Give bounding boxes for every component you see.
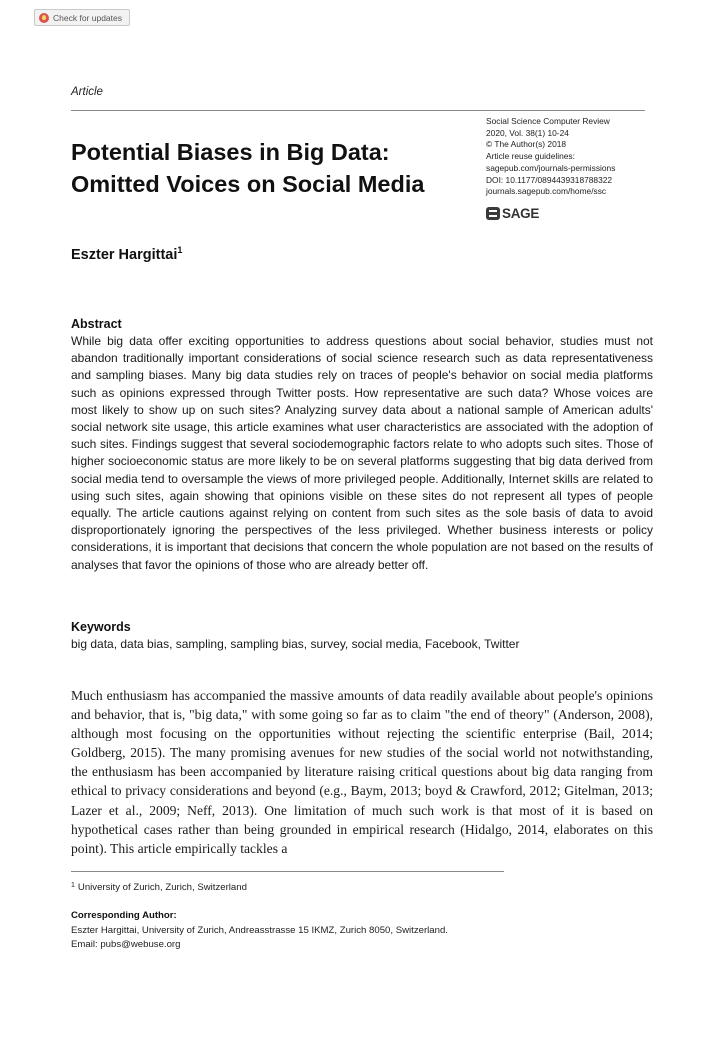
check-for-updates-label: Check for updates (53, 12, 122, 23)
footnote-divider (71, 871, 504, 872)
crossmark-icon (39, 13, 49, 23)
sage-logo-icon (486, 207, 500, 220)
abstract-heading: Abstract (71, 317, 122, 331)
footnote-text: University of Zurich, Zurich, Switzerland (77, 882, 247, 893)
keywords-text: big data, data bias, sampling, sampling bias, survey, social media, Facebook, Twitter (71, 637, 520, 651)
journal-volume: 2020, Vol. 38(1) 10-24 (486, 127, 569, 138)
paper-title (71, 136, 471, 200)
author-name: Eszter Hargittai (71, 247, 178, 263)
sage-logo-text: SAGE (502, 206, 540, 221)
title-line-1: Potential Biases in Big Data: (71, 139, 390, 165)
sage-logo (486, 206, 539, 221)
reuse-link[interactable]: sagepub.com/journals-permissions (486, 162, 616, 173)
affiliation-footnote (71, 882, 247, 893)
copyright: © The Author(s) 2018 (486, 139, 567, 150)
author-line (71, 247, 182, 263)
footnote-mark: 1 (71, 882, 75, 889)
title-line-2: Omitted Voices on Social Media (71, 171, 425, 197)
body-paragraph: Much enthusiasm has accompanied the massive amounts of data readily available about people's opinions and behavior, that is, "big data," with some going so far as to claim "the end of theory" (Anderson, 2008), although most focusing on the opportunities without rejecting the scientific enterprise (Bail, 2014; Goldberg, 2015). The many promising avenues for new studies of the social world not notwithstanding, the enthusiasm has been accompanied by literature raising critical questions about big data ranging from ethical to privacy considerations and beyond (e.g., Baym, 2013; boyd & Crawford, 2012; Gitelman, 2013; Lazer et al., 2009; Neff, 2013). One limitation of much such work is that most of it is based on hypothetical cases rather than being grounded in empirical research (Hidalgo, 2014, elaborates on this point). This article empirically tackles a (71, 688, 653, 856)
keywords-heading: Keywords (71, 620, 131, 634)
doi-link[interactable]: DOI: 10.1177/0894439318788322 (486, 174, 613, 185)
header-divider (71, 110, 645, 111)
reuse-label: Article reuse guidelines: (486, 151, 575, 162)
check-for-updates-badge[interactable] (34, 9, 130, 26)
affiliation-mark: 1 (177, 245, 183, 255)
abstract-text: While big data offer exciting opportunities to address questions about social behavior, studies must not abandon traditionally important considerations of social science research such as data representativeness and sampling biases. Many big data studies rely on traces of people's behavior on social media platforms such as opinions expressed through Twitter posts. How representative are such data? Whose voices are most likely to show up on such sites? Analyzing survey data about a national sample of American adults' social network site usage, this article examines what user characteristics are associated with the adoption of such sites. Findings suggest that several sociodemographic factors relate to who adopts such sites. Those of higher socioeconomic status are more likely to be on several platforms suggesting that big data derived from social media tend to oversample the views of more privileged people. Additionally, Internet skills are related to using such sites, again showing that opinions visible on these sites do not represent all types of people equally. The article cautions against relying on content from such sites as the sole basis of data to avoid disproportionately ignoring the perspectives of the less privileged. Whether business interests or policy considerations, it is important that decisions that concern the whole population are not based on the results of analyses that favor the opinions of those who are already better off. (71, 334, 653, 572)
journal-info (486, 116, 656, 198)
article-type-label: Article (71, 86, 103, 98)
journal-home-link[interactable]: journals.sagepub.com/home/ssc (486, 186, 607, 197)
corresponding-author-email[interactable]: Email: pubs@webuse.org (71, 939, 181, 950)
journal-name: Social Science Computer Review (486, 116, 610, 126)
corresponding-author-heading: Corresponding Author: (71, 910, 177, 921)
corresponding-author-address: Eszter Hargittai, University of Zurich, Andreasstrasse 15 IKMZ, Zurich 8050, Switzerland. (71, 925, 448, 936)
